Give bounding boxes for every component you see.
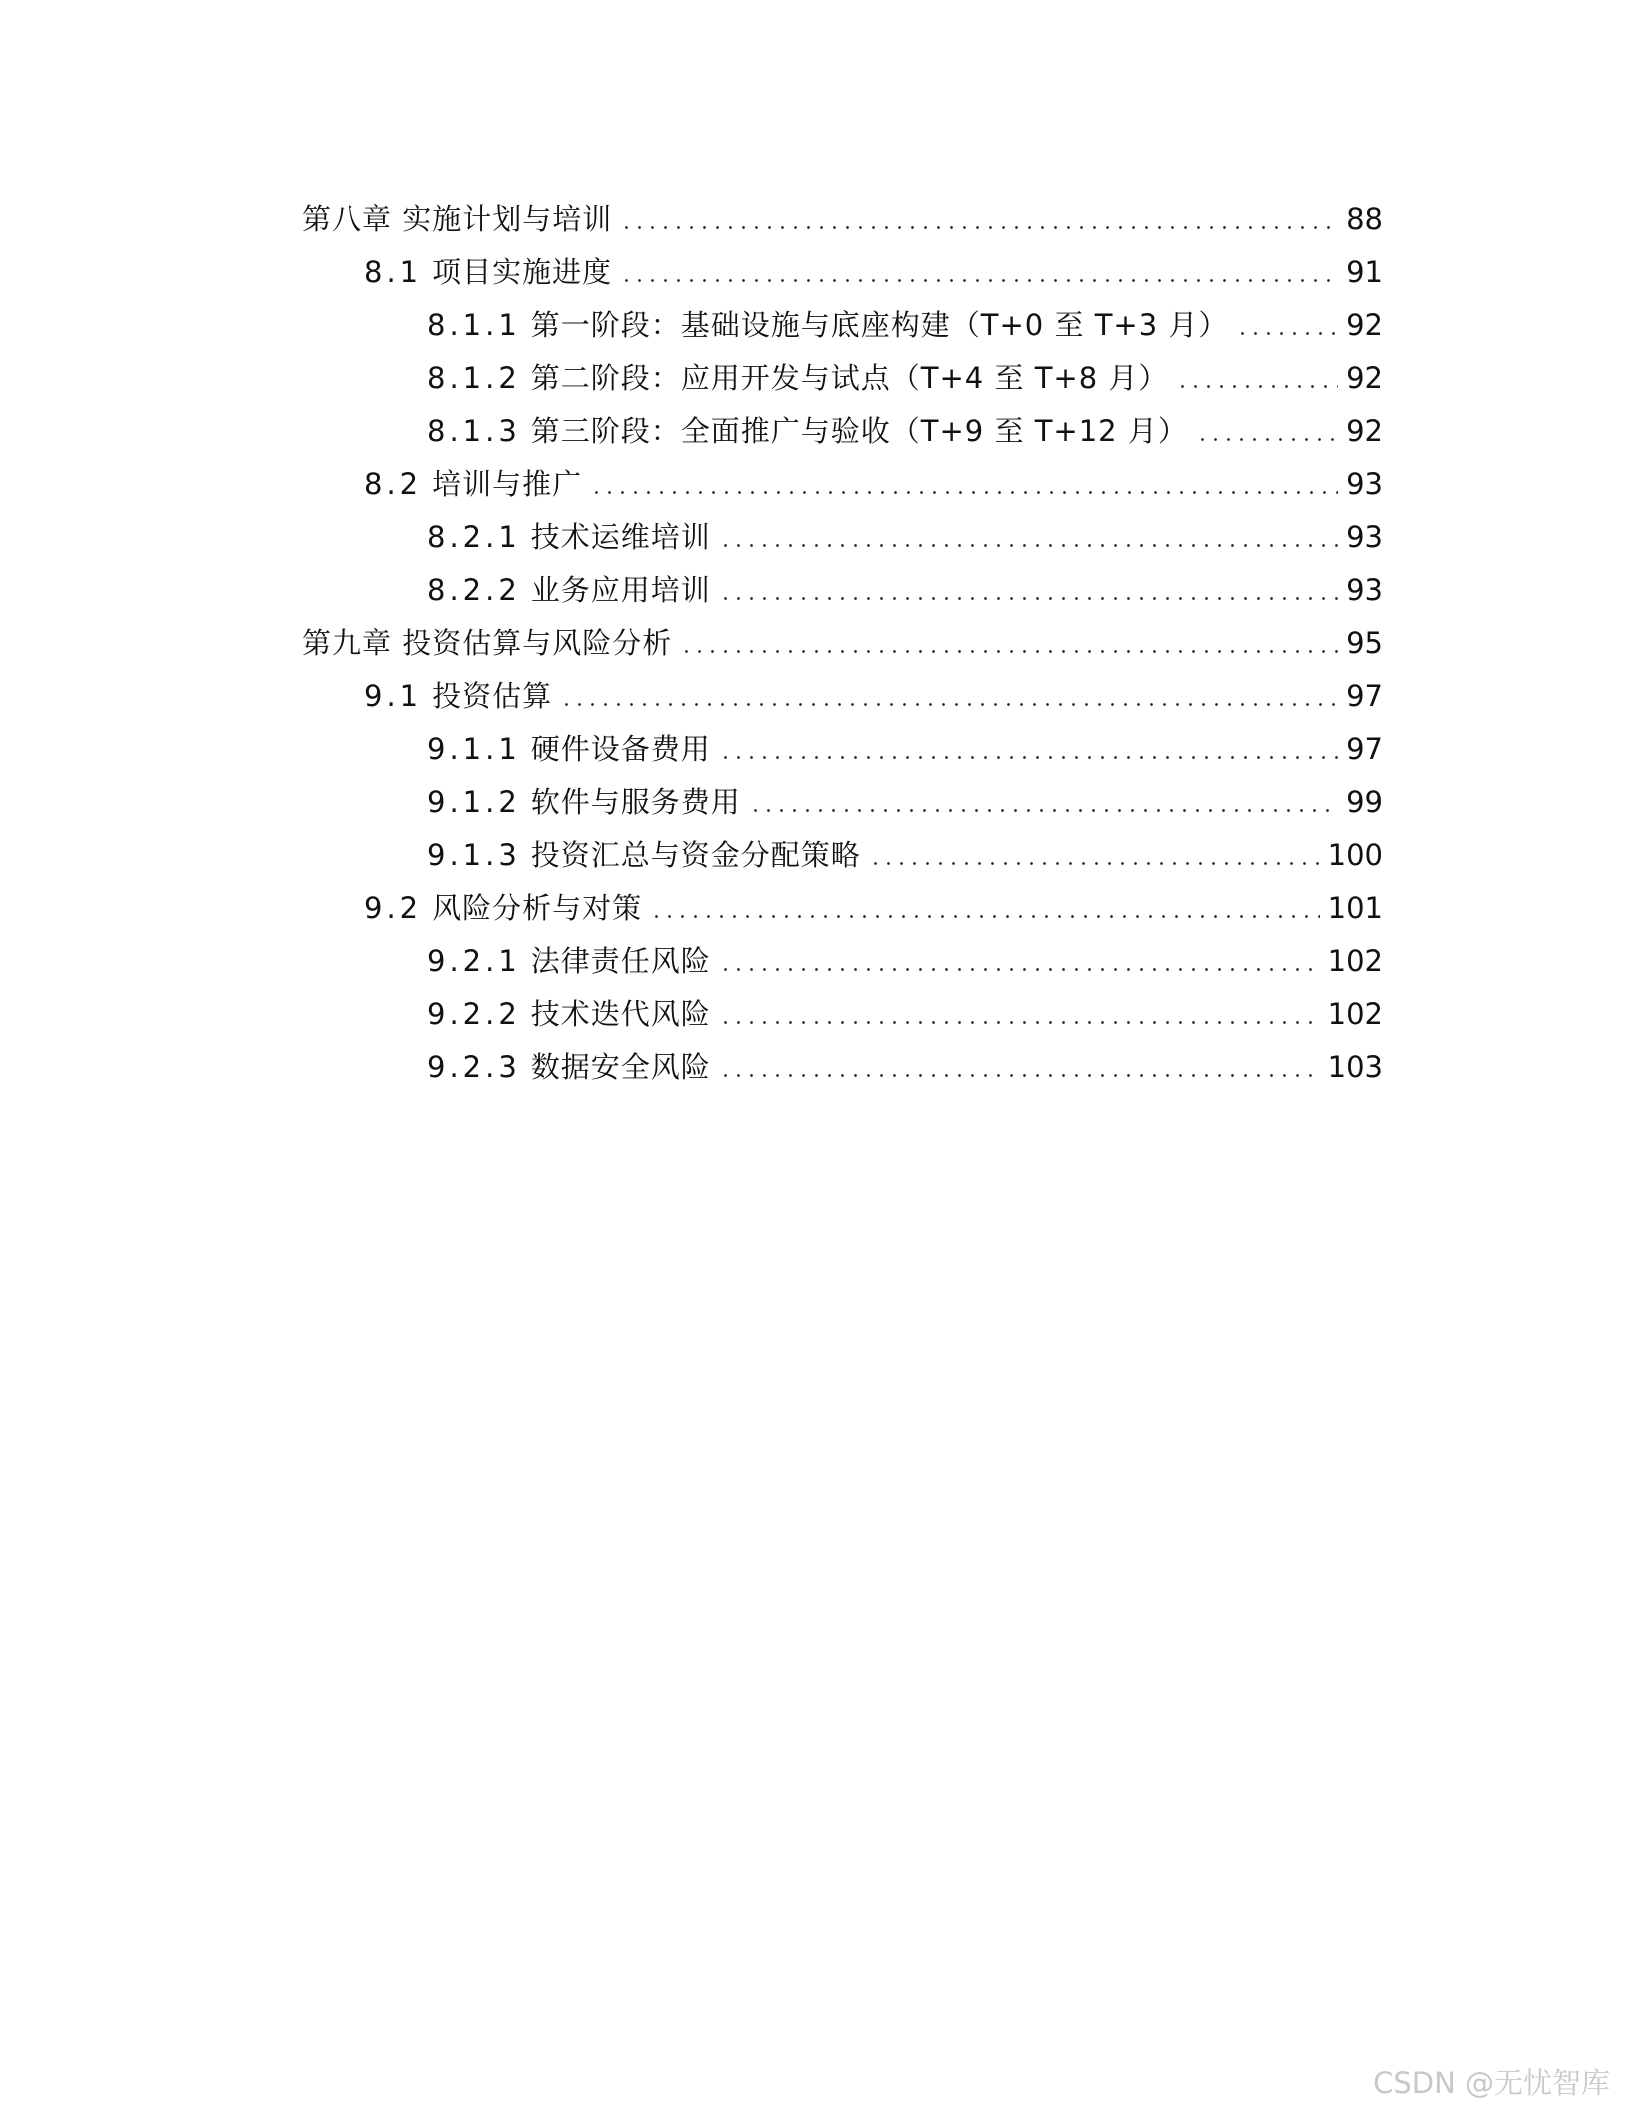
toc-entry-number: 8.2 xyxy=(364,467,423,501)
toc-entry-chapter-8[interactable] xyxy=(302,199,1383,239)
dot-leader xyxy=(590,464,1338,504)
dot-leader xyxy=(719,570,1338,610)
toc-entry-number: 9.1 xyxy=(364,679,423,713)
toc-entry-9-1-3[interactable] xyxy=(427,835,1383,875)
toc-entry-title: 第九章 投资估算与风险分析 xyxy=(302,626,673,660)
toc-entry-number: 8.2.2 xyxy=(427,573,521,607)
dot-leader xyxy=(719,1047,1320,1087)
toc-entry-9-1-2[interactable] xyxy=(427,782,1383,822)
toc-entry-title: 技术运维培训 xyxy=(530,520,711,554)
toc-entry-8-2-1[interactable] xyxy=(427,517,1383,557)
toc-entry-number: 9.2 xyxy=(364,891,423,925)
toc-entry-page-number: 97 xyxy=(1346,732,1383,766)
toc-entry-number: 9.2.2 xyxy=(427,997,521,1031)
dot-leader xyxy=(1176,358,1338,398)
toc-entry-9-1[interactable] xyxy=(364,676,1383,716)
toc-entry-number: 9.1.2 xyxy=(427,785,521,819)
toc-entry-page-number: 93 xyxy=(1346,573,1383,607)
dot-leader xyxy=(1236,305,1338,345)
toc-entry-title: 第三阶段：全面推广与验收（T+9 至 T+12 月） xyxy=(530,414,1188,448)
toc-entry-page-number: 100 xyxy=(1327,838,1383,872)
toc-entry-9-2-3[interactable] xyxy=(427,1047,1383,1087)
toc-entry-title: 软件与服务费用 xyxy=(530,785,741,819)
toc-entry-title: 第一阶段：基础设施与底座构建（T+0 至 T+3 月） xyxy=(530,308,1229,342)
dot-leader xyxy=(719,994,1320,1034)
toc-entry-number: 9.1.1 xyxy=(427,732,521,766)
toc-entry-page-number: 93 xyxy=(1346,520,1383,554)
toc-entry-page-number: 92 xyxy=(1346,414,1383,448)
toc-entry-number: 8.1.2 xyxy=(427,361,521,395)
toc-entry-page-number: 92 xyxy=(1346,308,1383,342)
toc-entry-number: 8.1.3 xyxy=(427,414,521,448)
toc-entry-title: 数据安全风险 xyxy=(530,1050,711,1084)
toc-entry-9-1-1[interactable] xyxy=(427,729,1383,769)
toc-entry-page-number: 93 xyxy=(1346,467,1383,501)
toc-entry-title: 培训与推广 xyxy=(432,467,583,501)
dot-leader xyxy=(620,199,1338,239)
toc-entry-number: 9.2.1 xyxy=(427,944,521,978)
toc-entry-8-1-2[interactable] xyxy=(427,358,1383,398)
toc-entry-8-1[interactable] xyxy=(364,252,1383,292)
toc-entry-8-1-3[interactable] xyxy=(427,411,1383,451)
dot-leader xyxy=(650,888,1320,928)
toc-entry-9-2-1[interactable] xyxy=(427,941,1383,981)
toc-entry-9-2-2[interactable] xyxy=(427,994,1383,1034)
toc-entry-8-2-2[interactable] xyxy=(427,570,1383,610)
toc-entry-8-2[interactable] xyxy=(364,464,1383,504)
dot-leader xyxy=(869,835,1320,875)
dot-leader xyxy=(680,623,1338,663)
toc-entry-page-number: 103 xyxy=(1327,1050,1383,1084)
toc-entry-number: 9.2.3 xyxy=(427,1050,521,1084)
toc-entry-9-2[interactable] xyxy=(364,888,1383,928)
toc-entry-title: 第二阶段：应用开发与试点（T+4 至 T+8 月） xyxy=(530,361,1169,395)
toc-entry-title: 投资汇总与资金分配策略 xyxy=(530,838,861,872)
toc-entry-page-number: 99 xyxy=(1346,785,1383,819)
toc-entry-number: 8.1.1 xyxy=(427,308,521,342)
toc-entry-page-number: 88 xyxy=(1346,202,1383,236)
toc-entry-8-1-1[interactable] xyxy=(427,305,1383,345)
toc-entry-number: 8.1 xyxy=(364,255,423,289)
toc-entry-title: 业务应用培训 xyxy=(530,573,711,607)
toc-entry-page-number: 92 xyxy=(1346,361,1383,395)
toc-entry-page-number: 101 xyxy=(1327,891,1383,925)
toc-entry-title: 技术迭代风险 xyxy=(530,997,711,1031)
toc-entry-page-number: 102 xyxy=(1327,997,1383,1031)
toc-entry-page-number: 95 xyxy=(1346,626,1383,660)
toc-entry-page-number: 97 xyxy=(1346,679,1383,713)
watermark-text: CSDN @无忧智库 xyxy=(1373,2066,1610,2100)
dot-leader xyxy=(1196,411,1338,451)
toc-entry-title: 法律责任风险 xyxy=(530,944,711,978)
toc-entry-chapter-9[interactable] xyxy=(302,623,1383,663)
toc-entry-number: 8.2.1 xyxy=(427,520,521,554)
toc-entry-title: 项目实施进度 xyxy=(432,255,613,289)
toc-entry-title: 第八章 实施计划与培训 xyxy=(302,202,613,236)
toc-entry-title: 硬件设备费用 xyxy=(530,732,711,766)
dot-leader xyxy=(620,252,1338,292)
dot-leader xyxy=(719,517,1338,557)
toc-entry-number: 9.1.3 xyxy=(427,838,521,872)
dot-leader xyxy=(749,782,1338,822)
toc-entry-page-number: 102 xyxy=(1327,944,1383,978)
dot-leader xyxy=(719,729,1338,769)
toc-entry-title: 风险分析与对策 xyxy=(432,891,643,925)
dot-leader xyxy=(560,676,1338,716)
toc-entry-title: 投资估算 xyxy=(432,679,553,713)
dot-leader xyxy=(719,941,1320,981)
toc-entry-page-number: 91 xyxy=(1346,255,1383,289)
